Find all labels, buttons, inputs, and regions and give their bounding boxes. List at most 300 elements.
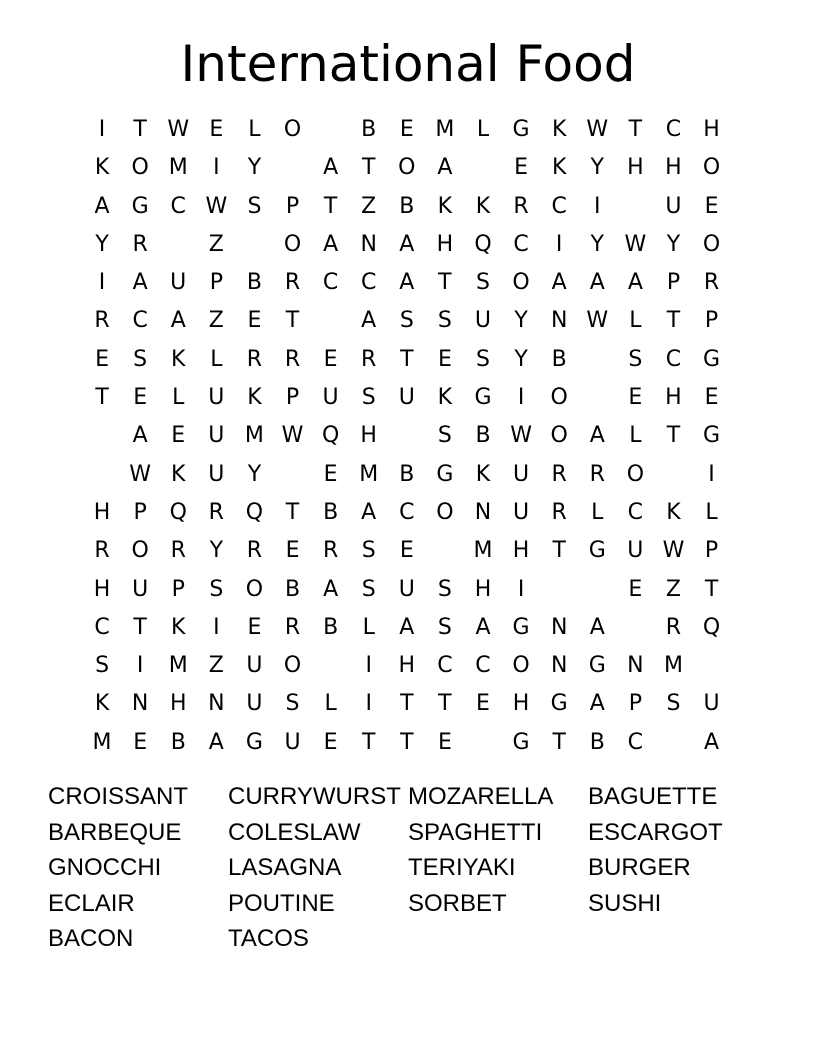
grid-cell[interactable]: G bbox=[550, 691, 568, 717]
grid-cell[interactable]: H bbox=[398, 653, 416, 679]
grid-cell[interactable]: W bbox=[586, 308, 609, 334]
grid-cell[interactable]: Z bbox=[208, 653, 224, 679]
grid-cell[interactable]: T bbox=[628, 117, 643, 142]
grid-cell[interactable]: P bbox=[171, 576, 185, 602]
grid-cell[interactable]: W bbox=[624, 231, 647, 257]
grid-cell[interactable]: S bbox=[437, 308, 452, 334]
grid-cell[interactable]: A bbox=[475, 614, 491, 640]
grid-cell[interactable]: N bbox=[550, 614, 568, 640]
grid-cell[interactable] bbox=[693, 647, 731, 685]
grid-cell[interactable]: R bbox=[322, 538, 339, 564]
grid-cell[interactable]: U bbox=[208, 423, 225, 449]
grid-cell[interactable]: C bbox=[322, 270, 339, 296]
grid-cell[interactable]: S bbox=[437, 614, 452, 640]
grid-cell[interactable]: I bbox=[365, 691, 372, 717]
grid-cell[interactable]: H bbox=[169, 691, 187, 717]
grid-cell[interactable]: E bbox=[704, 385, 719, 411]
grid-cell[interactable]: I bbox=[517, 576, 525, 602]
grid-cell[interactable]: Y bbox=[247, 461, 262, 487]
grid-cell[interactable]: C bbox=[132, 308, 148, 334]
grid-cell[interactable]: N bbox=[550, 308, 568, 334]
grid-cell[interactable]: O bbox=[131, 538, 149, 564]
grid-cell[interactable] bbox=[578, 341, 616, 379]
grid-cell[interactable]: R bbox=[246, 538, 263, 564]
grid-cell[interactable]: U bbox=[322, 385, 339, 411]
grid-cell[interactable]: R bbox=[551, 461, 567, 487]
grid-cell[interactable]: S bbox=[666, 691, 681, 717]
grid-cell[interactable]: R bbox=[703, 270, 720, 296]
grid-cell[interactable]: B bbox=[475, 423, 491, 449]
grid-cell[interactable]: H bbox=[474, 576, 492, 602]
word-list-item: GNOCCHI bbox=[48, 854, 162, 881]
grid-cell[interactable]: A bbox=[361, 308, 377, 334]
grid-cell[interactable]: R bbox=[665, 614, 682, 640]
grid-cell[interactable]: I bbox=[708, 461, 715, 487]
grid-cell[interactable]: Y bbox=[95, 231, 109, 257]
grid-cell[interactable]: H bbox=[360, 423, 377, 449]
grid-cell[interactable]: C bbox=[361, 270, 377, 296]
grid-cell[interactable] bbox=[312, 302, 350, 340]
grid-cell[interactable]: G bbox=[588, 653, 606, 679]
grid-cell[interactable]: K bbox=[437, 385, 453, 411]
grid-cell[interactable]: R bbox=[513, 193, 529, 219]
grid-cell[interactable]: L bbox=[210, 346, 223, 372]
grid-cell[interactable]: E bbox=[247, 614, 262, 640]
grid-cell[interactable]: I bbox=[555, 231, 563, 257]
grid-cell[interactable]: I bbox=[213, 155, 220, 181]
grid-cell[interactable]: E bbox=[285, 538, 300, 564]
grid-cell[interactable]: Q bbox=[169, 499, 187, 525]
grid-cell[interactable]: S bbox=[476, 270, 490, 296]
grid-cell[interactable]: B bbox=[361, 117, 377, 142]
grid-cell[interactable]: P bbox=[704, 538, 719, 564]
grid-cell[interactable]: I bbox=[98, 117, 106, 142]
grid-cell[interactable]: T bbox=[438, 270, 452, 296]
grid-cell[interactable]: I bbox=[213, 614, 220, 640]
grid-cell[interactable] bbox=[273, 149, 311, 187]
grid-cell[interactable]: O bbox=[283, 653, 302, 679]
grid-cell[interactable]: W bbox=[662, 538, 685, 564]
grid-cell[interactable]: A bbox=[323, 155, 339, 181]
word-list-item: MOZARELLA bbox=[408, 783, 554, 810]
grid-cell[interactable]: A bbox=[323, 576, 339, 602]
grid-cell[interactable]: E bbox=[437, 729, 452, 755]
grid-cell[interactable]: K bbox=[475, 461, 491, 487]
grid-cell[interactable]: Q bbox=[474, 231, 492, 257]
grid-cell[interactable]: S bbox=[133, 346, 148, 372]
grid-row bbox=[83, 571, 733, 609]
grid-cell[interactable]: A bbox=[437, 155, 453, 181]
grid-cell[interactable]: E bbox=[171, 423, 186, 449]
grid-cell[interactable]: P bbox=[209, 270, 223, 296]
grid-cell[interactable]: S bbox=[437, 423, 452, 449]
grid-cell[interactable]: T bbox=[285, 308, 300, 334]
grid-cell[interactable]: G bbox=[245, 729, 263, 755]
grid-cell[interactable]: E bbox=[133, 385, 148, 411]
grid-cell[interactable]: G bbox=[512, 614, 530, 640]
grid-cell[interactable]: G bbox=[512, 729, 530, 755]
grid-cell[interactable]: L bbox=[476, 117, 490, 142]
grid-cell[interactable]: T bbox=[438, 691, 452, 717]
grid-cell[interactable]: E bbox=[133, 729, 148, 755]
grid-cell[interactable]: I bbox=[98, 270, 106, 296]
grid-cell[interactable]: T bbox=[666, 423, 681, 449]
grid-cell[interactable]: Y bbox=[209, 538, 224, 564]
grid-cell[interactable]: T bbox=[323, 193, 338, 219]
grid-cell[interactable] bbox=[273, 456, 311, 494]
grid-cell[interactable]: N bbox=[627, 653, 644, 679]
grid-cell[interactable]: C bbox=[551, 193, 567, 219]
grid-cell[interactable]: E bbox=[399, 117, 414, 142]
grid-cell[interactable]: S bbox=[209, 576, 224, 602]
grid-cell[interactable]: S bbox=[361, 385, 376, 411]
grid-cell[interactable]: N bbox=[550, 653, 568, 679]
grid-cell[interactable]: U bbox=[474, 308, 492, 334]
grid-cell[interactable]: P bbox=[285, 193, 300, 219]
grid-cell[interactable]: S bbox=[628, 346, 643, 372]
grid-cell[interactable]: A bbox=[589, 614, 605, 640]
grid-cell[interactable]: C bbox=[665, 117, 682, 142]
grid-cell[interactable]: P bbox=[628, 691, 642, 717]
grid-cell[interactable]: T bbox=[133, 614, 147, 640]
grid-cell[interactable]: E bbox=[399, 538, 414, 564]
grid-cell[interactable]: B bbox=[246, 270, 262, 296]
grid-cell[interactable] bbox=[426, 532, 464, 570]
grid-cell[interactable]: H bbox=[512, 538, 530, 564]
grid-cell[interactable] bbox=[312, 111, 350, 149]
grid-cell[interactable]: O bbox=[131, 155, 149, 181]
grid-cell[interactable] bbox=[540, 571, 578, 609]
grid-cell[interactable]: Z bbox=[208, 231, 224, 257]
grid-cell[interactable]: P bbox=[666, 270, 681, 296]
grid-cell[interactable]: A bbox=[94, 193, 110, 219]
grid-cell[interactable]: B bbox=[399, 193, 415, 219]
word-list-item: POUTINE bbox=[228, 889, 335, 917]
grid-cell[interactable] bbox=[616, 609, 654, 647]
grid-cell[interactable]: K bbox=[551, 155, 567, 181]
grid-cell[interactable]: Y bbox=[590, 155, 604, 181]
grid-cell[interactable]: M bbox=[244, 423, 264, 449]
grid-cell[interactable]: E bbox=[323, 461, 338, 487]
grid-cell[interactable]: T bbox=[285, 499, 300, 525]
grid-cell[interactable]: O bbox=[626, 461, 645, 487]
grid-cell[interactable]: L bbox=[362, 614, 375, 640]
word-list-item: BARBEQUE bbox=[48, 818, 182, 846]
grid-cell[interactable]: L bbox=[629, 308, 642, 334]
grid-cell[interactable]: N bbox=[474, 499, 492, 525]
grid-cell[interactable]: L bbox=[591, 499, 604, 525]
grid-cell[interactable] bbox=[388, 417, 426, 455]
grid-cell[interactable] bbox=[83, 456, 121, 494]
grid-cell[interactable]: S bbox=[399, 308, 414, 334]
grid-cell[interactable]: Q bbox=[702, 614, 721, 640]
grid-cell[interactable]: A bbox=[399, 614, 415, 640]
grid-cell[interactable]: R bbox=[284, 346, 301, 372]
grid-cell[interactable]: U bbox=[513, 461, 530, 487]
grid-row bbox=[83, 379, 733, 417]
grid-cell[interactable]: U bbox=[170, 270, 187, 296]
grid-cell[interactable]: C bbox=[94, 614, 110, 640]
grid-cell[interactable]: A bbox=[399, 231, 415, 257]
grid-cell[interactable]: M bbox=[663, 653, 683, 679]
grid-cell[interactable]: M bbox=[435, 117, 455, 142]
grid-cell[interactable]: K bbox=[437, 193, 453, 219]
grid-cell[interactable]: W bbox=[205, 193, 228, 219]
grid-cell[interactable]: H bbox=[703, 117, 720, 142]
grid-cell[interactable]: E bbox=[323, 346, 338, 372]
grid-cell[interactable]: A bbox=[627, 270, 643, 296]
grid-cell[interactable]: C bbox=[170, 193, 186, 219]
grid-cell[interactable]: U bbox=[246, 691, 263, 717]
grid-cell[interactable] bbox=[578, 379, 616, 417]
grid-cell[interactable]: O bbox=[550, 385, 568, 411]
grid-cell[interactable]: U bbox=[513, 499, 530, 525]
grid-cell[interactable]: R bbox=[246, 346, 263, 372]
grid-cell[interactable]: S bbox=[361, 538, 376, 564]
grid-cell[interactable]: A bbox=[208, 729, 224, 755]
grid-cell[interactable]: O bbox=[512, 270, 530, 296]
grid-cell[interactable]: E bbox=[95, 346, 109, 372]
grid-cell[interactable]: O bbox=[245, 576, 264, 602]
grid-cell[interactable]: E bbox=[209, 117, 224, 142]
grid-cell[interactable]: N bbox=[360, 231, 377, 257]
grid-cell[interactable]: G bbox=[703, 423, 721, 449]
grid-cell[interactable]: P bbox=[704, 308, 719, 334]
grid-cell[interactable]: A bbox=[323, 231, 339, 257]
grid-cell[interactable]: K bbox=[171, 614, 186, 640]
grid-cell[interactable]: E bbox=[628, 385, 643, 411]
grid-cell[interactable]: A bbox=[132, 423, 148, 449]
grid-cell[interactable]: T bbox=[361, 729, 376, 755]
grid-cell[interactable]: H bbox=[93, 576, 111, 602]
grid-cell[interactable]: E bbox=[323, 729, 338, 755]
grid-cell[interactable]: O bbox=[550, 423, 568, 449]
grid-cell[interactable]: R bbox=[132, 231, 148, 257]
grid-cell[interactable]: A bbox=[589, 691, 605, 717]
grid-cell[interactable]: T bbox=[704, 576, 719, 602]
grid-cell[interactable]: S bbox=[437, 576, 452, 602]
grid-cell[interactable]: G bbox=[512, 117, 530, 142]
grid-cell[interactable]: T bbox=[95, 385, 109, 411]
grid-cell[interactable]: M bbox=[168, 155, 188, 181]
grid-row bbox=[83, 264, 733, 302]
grid-cell[interactable] bbox=[654, 724, 692, 762]
grid-cell[interactable]: H bbox=[436, 231, 454, 257]
grid-cell[interactable]: S bbox=[247, 193, 262, 219]
grid-cell[interactable]: C bbox=[437, 653, 453, 679]
grid-cell[interactable]: L bbox=[705, 499, 718, 525]
grid-cell[interactable]: K bbox=[171, 346, 186, 372]
grid-cell[interactable]: P bbox=[285, 385, 300, 411]
grid-cell[interactable]: T bbox=[400, 691, 414, 717]
grid-cell[interactable]: Y bbox=[666, 231, 681, 257]
word-list-item: SPAGHETTI bbox=[408, 818, 543, 846]
grid-cell[interactable]: B bbox=[323, 499, 339, 525]
grid-cell[interactable]: C bbox=[665, 346, 682, 372]
grid-cell[interactable]: R bbox=[94, 308, 110, 334]
grid-cell[interactable]: R bbox=[284, 270, 301, 296]
grid-cell[interactable]: U bbox=[284, 729, 301, 755]
grid-cell[interactable]: R bbox=[170, 538, 186, 564]
grid-cell[interactable]: R bbox=[284, 614, 301, 640]
grid-cell[interactable]: U bbox=[398, 576, 415, 602]
grid-cell[interactable]: E bbox=[514, 155, 529, 181]
grid-cell[interactable]: K bbox=[171, 461, 186, 487]
grid-cell[interactable]: M bbox=[359, 461, 379, 487]
grid-cell[interactable]: M bbox=[92, 729, 112, 755]
grid-cell[interactable]: B bbox=[284, 576, 301, 602]
grid-cell[interactable]: O bbox=[702, 231, 721, 257]
grid-cell[interactable]: O bbox=[283, 117, 302, 142]
grid-cell[interactable]: B bbox=[323, 614, 339, 640]
grid-cell[interactable]: T bbox=[361, 155, 376, 181]
grid-cell[interactable]: T bbox=[666, 308, 681, 334]
grid-cell[interactable]: L bbox=[324, 691, 337, 717]
grid-cell[interactable]: H bbox=[93, 499, 111, 525]
grid-cell[interactable]: E bbox=[628, 576, 643, 602]
grid-cell[interactable] bbox=[83, 417, 121, 455]
grid-cell[interactable]: Y bbox=[247, 155, 262, 181]
grid-cell[interactable]: C bbox=[627, 729, 644, 755]
grid-cell[interactable]: R bbox=[94, 538, 110, 564]
grid-cell[interactable]: A bbox=[551, 270, 567, 296]
grid-cell[interactable]: U bbox=[208, 385, 225, 411]
grid-cell[interactable]: A bbox=[132, 270, 148, 296]
grid-cell[interactable]: A bbox=[170, 308, 186, 334]
grid-cell[interactable]: K bbox=[666, 499, 681, 525]
grid-cell[interactable]: U bbox=[627, 538, 644, 564]
grid-cell[interactable]: A bbox=[361, 499, 377, 525]
grid-cell[interactable]: O bbox=[436, 499, 454, 525]
grid-cell[interactable]: T bbox=[552, 729, 566, 755]
grid-cell[interactable] bbox=[464, 724, 502, 762]
grid-cell[interactable]: O bbox=[283, 231, 302, 257]
grid-cell[interactable] bbox=[312, 647, 350, 685]
grid-cell[interactable]: C bbox=[513, 231, 529, 257]
grid-cell[interactable] bbox=[159, 226, 197, 264]
grid-cell[interactable]: G bbox=[131, 193, 149, 219]
grid-cell[interactable] bbox=[464, 149, 502, 187]
grid-cell[interactable]: T bbox=[400, 729, 414, 755]
grid-cell[interactable]: E bbox=[437, 346, 452, 372]
grid-cell[interactable]: B bbox=[399, 461, 415, 487]
grid-cell[interactable]: U bbox=[703, 691, 720, 717]
grid-cell[interactable]: S bbox=[95, 653, 110, 679]
grid-cell[interactable]: M bbox=[473, 538, 493, 564]
grid-cell[interactable]: A bbox=[704, 729, 720, 755]
grid-cell[interactable]: Y bbox=[514, 308, 528, 334]
grid-cell[interactable]: Z bbox=[665, 576, 681, 602]
grid-cell[interactable]: B bbox=[551, 346, 567, 372]
grid-cell[interactable]: Y bbox=[514, 346, 528, 372]
grid-cell[interactable] bbox=[616, 188, 654, 226]
grid-cell[interactable]: A bbox=[589, 423, 605, 449]
grid-cell[interactable]: A bbox=[589, 270, 605, 296]
grid-cell[interactable]: C bbox=[627, 499, 644, 525]
grid-cell[interactable]: W bbox=[510, 423, 532, 449]
grid-cell[interactable]: H bbox=[512, 691, 530, 717]
grid-cell[interactable]: W bbox=[281, 423, 304, 449]
grid-cell[interactable] bbox=[578, 571, 616, 609]
grid-cell[interactable]: Z bbox=[361, 193, 377, 219]
grid-cell[interactable]: M bbox=[168, 653, 188, 679]
grid-cell[interactable]: A bbox=[399, 270, 415, 296]
grid-cell[interactable] bbox=[654, 456, 692, 494]
word-list-item: BURGER bbox=[588, 854, 691, 881]
grid-cell[interactable]: E bbox=[476, 691, 490, 717]
grid-cell[interactable]: U bbox=[132, 576, 149, 602]
grid-cell[interactable]: S bbox=[285, 691, 300, 717]
grid-cell[interactable]: C bbox=[475, 653, 491, 679]
grid-cell[interactable]: S bbox=[361, 576, 376, 602]
grid-cell[interactable]: K bbox=[551, 117, 567, 142]
grid-cell[interactable]: R bbox=[589, 461, 605, 487]
grid-cell[interactable]: K bbox=[247, 385, 262, 411]
grid-cell[interactable]: I bbox=[365, 653, 372, 679]
grid-cell[interactable]: G bbox=[703, 346, 721, 372]
grid-cell[interactable]: S bbox=[476, 346, 490, 372]
grid-cell[interactable]: T bbox=[133, 117, 147, 142]
grid-cell[interactable]: U bbox=[398, 385, 415, 411]
grid-cell[interactable]: O bbox=[512, 653, 530, 679]
grid-cell[interactable]: T bbox=[400, 346, 414, 372]
grid-row bbox=[83, 494, 733, 532]
grid-cell[interactable]: Q bbox=[321, 423, 340, 449]
grid-cell[interactable]: T bbox=[552, 538, 566, 564]
grid-cell[interactable]: B bbox=[589, 729, 605, 755]
grid-cell[interactable]: W bbox=[167, 117, 190, 142]
grid-cell[interactable]: G bbox=[588, 538, 606, 564]
grid-cell[interactable]: R bbox=[361, 346, 377, 372]
grid-cell[interactable]: U bbox=[246, 653, 263, 679]
grid-cell[interactable]: E bbox=[704, 193, 719, 219]
grid-cell[interactable]: N bbox=[131, 691, 149, 717]
grid-cell[interactable]: U bbox=[665, 193, 682, 219]
grid-cell[interactable]: I bbox=[136, 653, 144, 679]
grid-cell[interactable]: H bbox=[627, 155, 644, 181]
grid-cell[interactable]: B bbox=[170, 729, 186, 755]
grid-cell[interactable]: W bbox=[129, 461, 152, 487]
grid-cell[interactable]: P bbox=[133, 499, 147, 525]
grid-cell[interactable]: U bbox=[208, 461, 225, 487]
grid-cell[interactable]: L bbox=[629, 423, 642, 449]
grid-cell[interactable]: G bbox=[474, 385, 492, 411]
grid-cell[interactable]: R bbox=[551, 499, 567, 525]
grid-cell[interactable]: R bbox=[208, 499, 224, 525]
grid-cell[interactable]: I bbox=[594, 193, 601, 219]
grid-cell[interactable]: Y bbox=[590, 231, 604, 257]
grid-cell[interactable]: Z bbox=[208, 308, 224, 334]
grid-cell[interactable]: E bbox=[247, 308, 262, 334]
grid-cell[interactable] bbox=[235, 226, 273, 264]
word-list-item: CURRYWURST bbox=[228, 783, 401, 810]
grid-cell[interactable]: K bbox=[94, 691, 110, 717]
grid-cell[interactable]: C bbox=[399, 499, 415, 525]
grid-cell[interactable]: Q bbox=[245, 499, 264, 525]
grid-cell[interactable]: I bbox=[517, 385, 525, 411]
grid-cell[interactable]: O bbox=[398, 155, 416, 181]
grid-cell[interactable]: K bbox=[475, 193, 491, 219]
grid-cell[interactable]: N bbox=[208, 691, 225, 717]
grid-cell[interactable]: L bbox=[172, 385, 185, 411]
grid-cell[interactable]: W bbox=[586, 117, 609, 142]
grid-cell[interactable]: H bbox=[665, 155, 682, 181]
grid-cell[interactable]: L bbox=[248, 117, 261, 142]
grid-cell[interactable]: K bbox=[94, 155, 110, 181]
grid-cell[interactable]: H bbox=[665, 385, 682, 411]
grid-cell[interactable]: O bbox=[702, 155, 721, 181]
grid-cell[interactable]: G bbox=[436, 461, 454, 487]
